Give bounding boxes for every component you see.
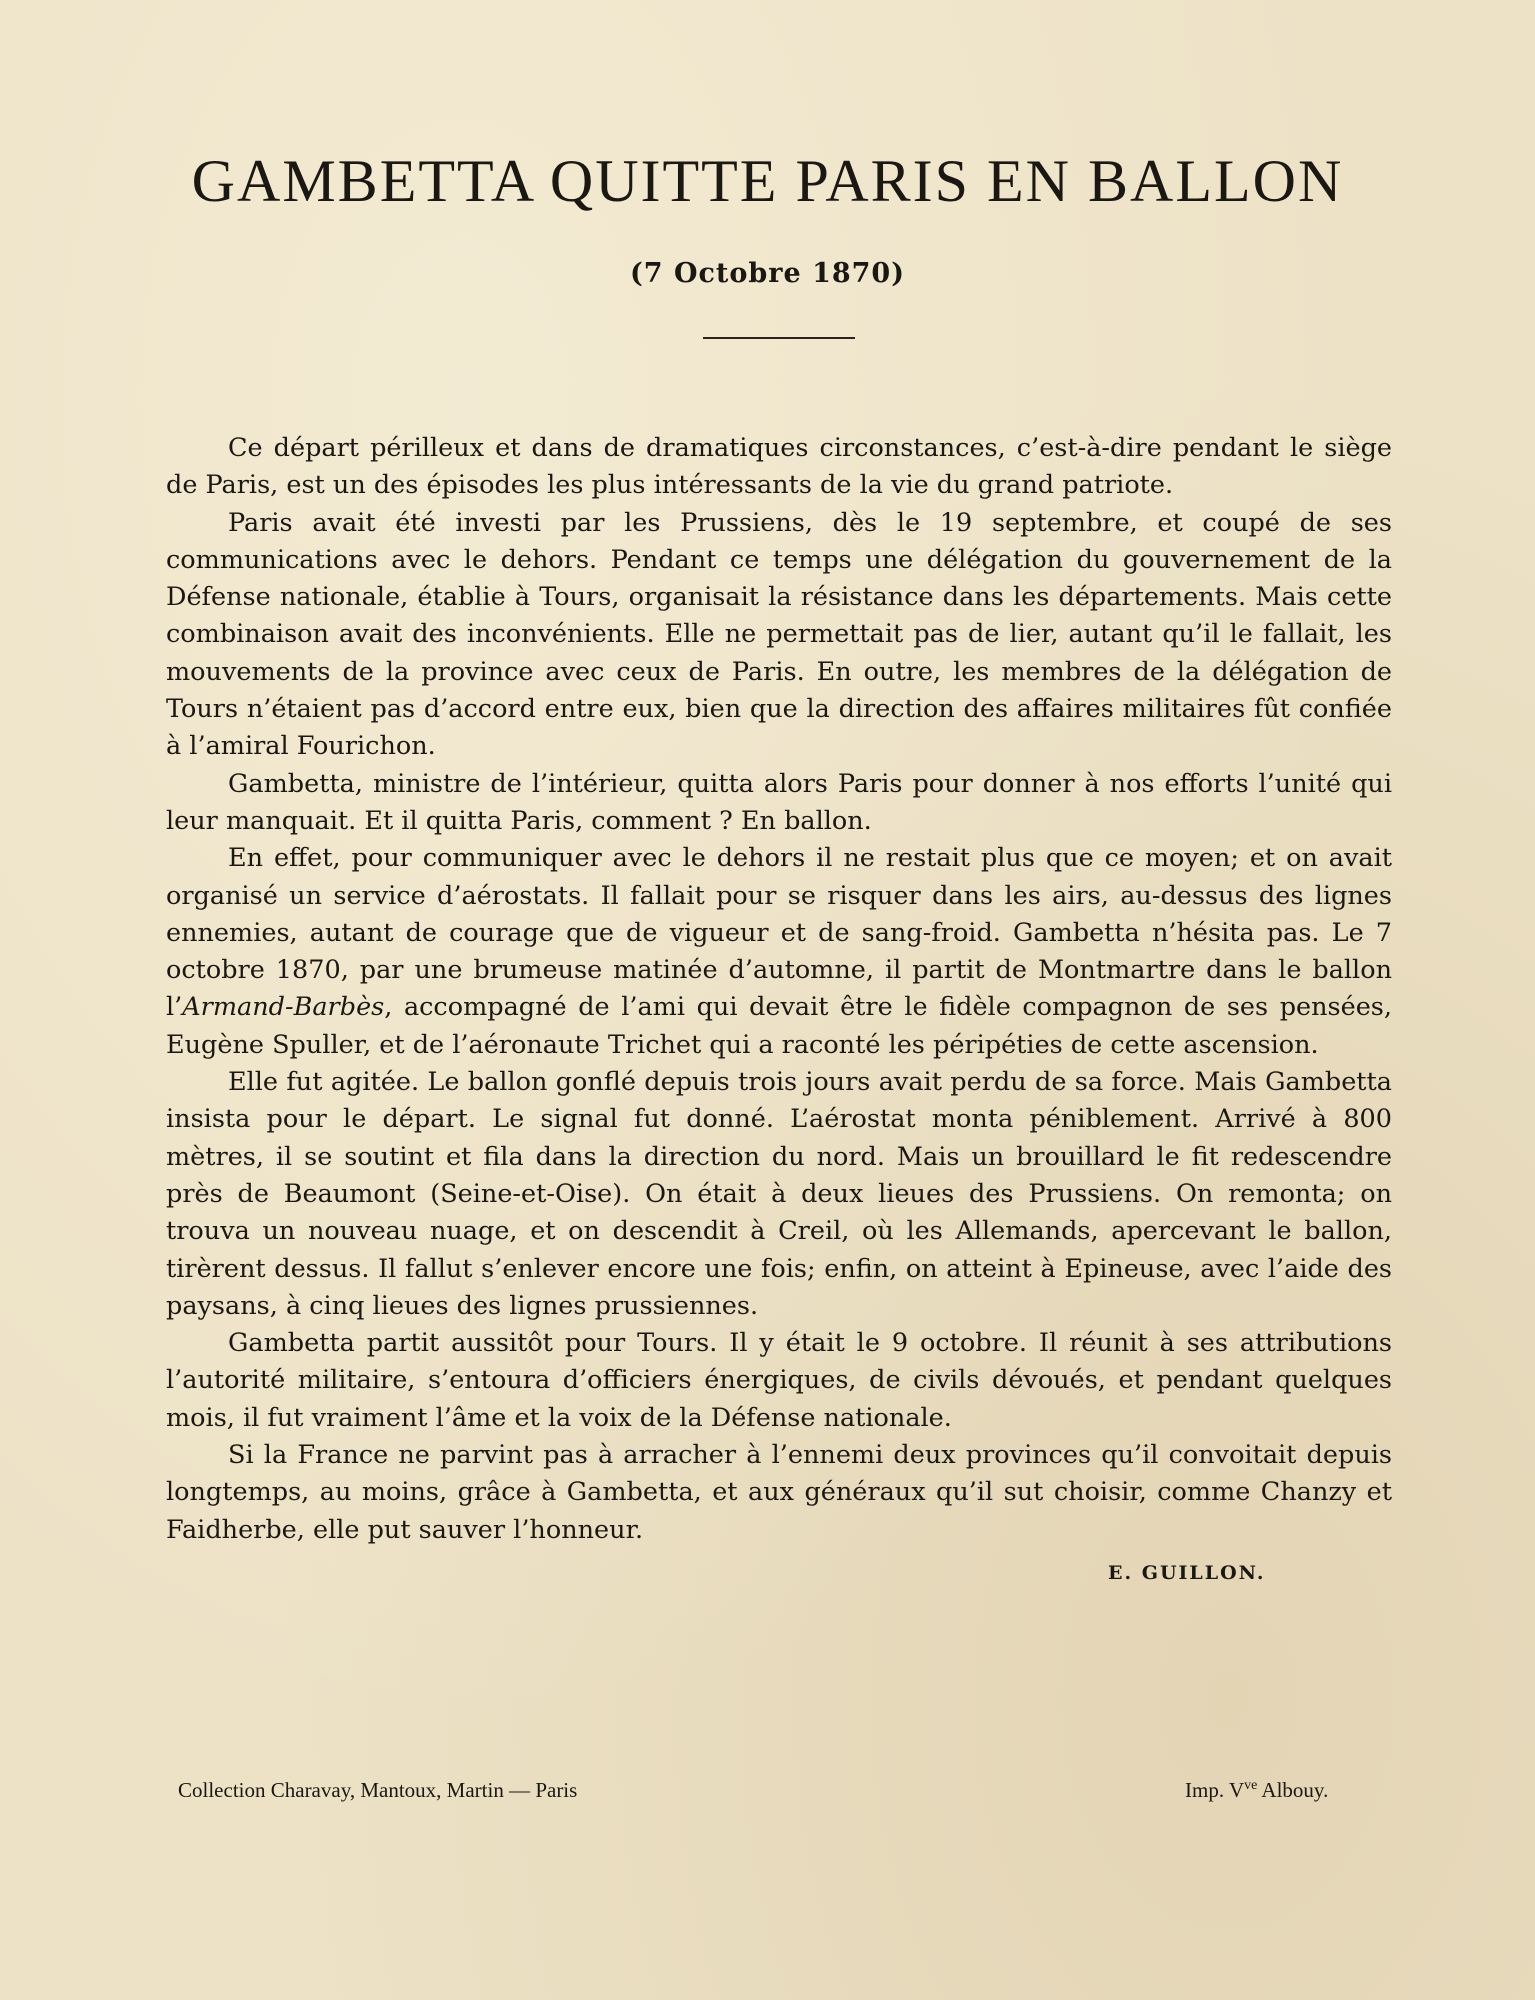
paragraph-5: Elle fut agitée. Le ballon gonflé depuis trois jours avait perdu de sa force. Mais Gambetta insista pour le départ. Le signal fut donné. L’aérostat monta péniblement. Arrivé à 800 mètres, il se soutint et fila dans la direction du nord. Mais un brouillard le fit redescendre près de Beaumont (Seine-et-Oise). On était à deux lieues des Prussiens. On remonta; on trouva un nouveau nuage, et on descendit à Creil, où les Allemands, apercevant le ballon, tirèrent dessus. Il fallut s’enlever encore une fois; enfin, on atteint à Epineuse, avec l’aide des paysans, à cinq lieues des lignes prussiennes. <box>166 1067 1392 1321</box>
paragraph-7: Si la France ne parvint pas à arracher à l’ennemi deux provinces qu’il convoitait depuis longtemps, au moins, grâce à Gambetta, et aux généraux qu’il sut choisir, comme Chanzy et Faidherbe, elle put sauver l’honneur. <box>166 1440 1392 1545</box>
footer-printer <box>1185 1778 1328 1803</box>
author-signature: E. GUILLON. <box>1108 1562 1266 1584</box>
footer-printer-prefix: Imp. V <box>1185 1778 1245 1802</box>
paragraph-1: Ce départ périlleux et dans de dramatiques circonstances, c’est-à-dire pendant le siège de Paris, est un des épisodes les plus intéressants de la vie du grand patriote. <box>166 433 1392 501</box>
balloon-name: Armand-Barbès <box>182 992 385 1023</box>
paragraph-4: En effet, pour communiquer avec le dehors il ne restait plus que ce moyen; et on avait organisé un service d’aérostats. Il fallait pour se risquer dans les airs, au-dessus des lignes ennemies, autant de courage que de vigueur et de sang-froid. Gambetta n’hésita pas. Le 7 octobre 1870, par une brumeuse matinée d’automne, il partit de Montmartre dans le ballon l’Armand-Barbès, accompagné de l’ami qui devait être le fidèle compagnon de ses pensées, Eugène Spuller, et de l’aéronaute Trichet qui a raconté les péripéties de cette ascension. <box>166 843 1392 1060</box>
paragraph-2: Paris avait été investi par les Prussiens, dès le 19 septembre, et coupé de ses communications avec le dehors. Pendant ce temps une délégation du gouvernement de la Défense nationale, établie à Tours, organisait la résistance dans les départements. Mais cette combinaison avait des inconvénients. Elle ne permettait pas de lier, autant qu’il le fallait, les mouvements de la province avec ceux de Paris. En outre, les membres de la délégation de Tours n’étaient pas d’accord entre eux, bien que la direction des affaires militaires fût confiée à l’amiral Fourichon. <box>166 507 1392 762</box>
document-date: (7 Octobre 1870) <box>629 258 905 289</box>
paragraph-6: Gambetta partit aussitôt pour Tours. Il y était le 9 octobre. Il réunit à ses attributions l’autorité militaire, s’entoura d’officiers énergiques, de civils dévoués, et pendant quelques mois, il fut vraiment l’âme et la voix de la Défense nationale. <box>166 1328 1392 1433</box>
article-body <box>166 430 1392 1549</box>
paragraph-3: Gambetta, ministre de l’intérieur, quitta alors Paris pour donner à nos efforts l’unité qui leur manquait. Et il quitta Paris, comment ? En ballon. <box>166 768 1392 836</box>
footer-collection: Collection Charavay, Mantoux, Martin — Paris <box>178 1778 578 1802</box>
document-title: GAMBETTA QUITTE PARIS EN BALLON <box>191 148 1344 214</box>
footer-printer-suffix: Albouy. <box>1257 1778 1329 1802</box>
footer-printer-sup: ve <box>1244 1778 1258 1793</box>
title-divider <box>703 337 855 339</box>
